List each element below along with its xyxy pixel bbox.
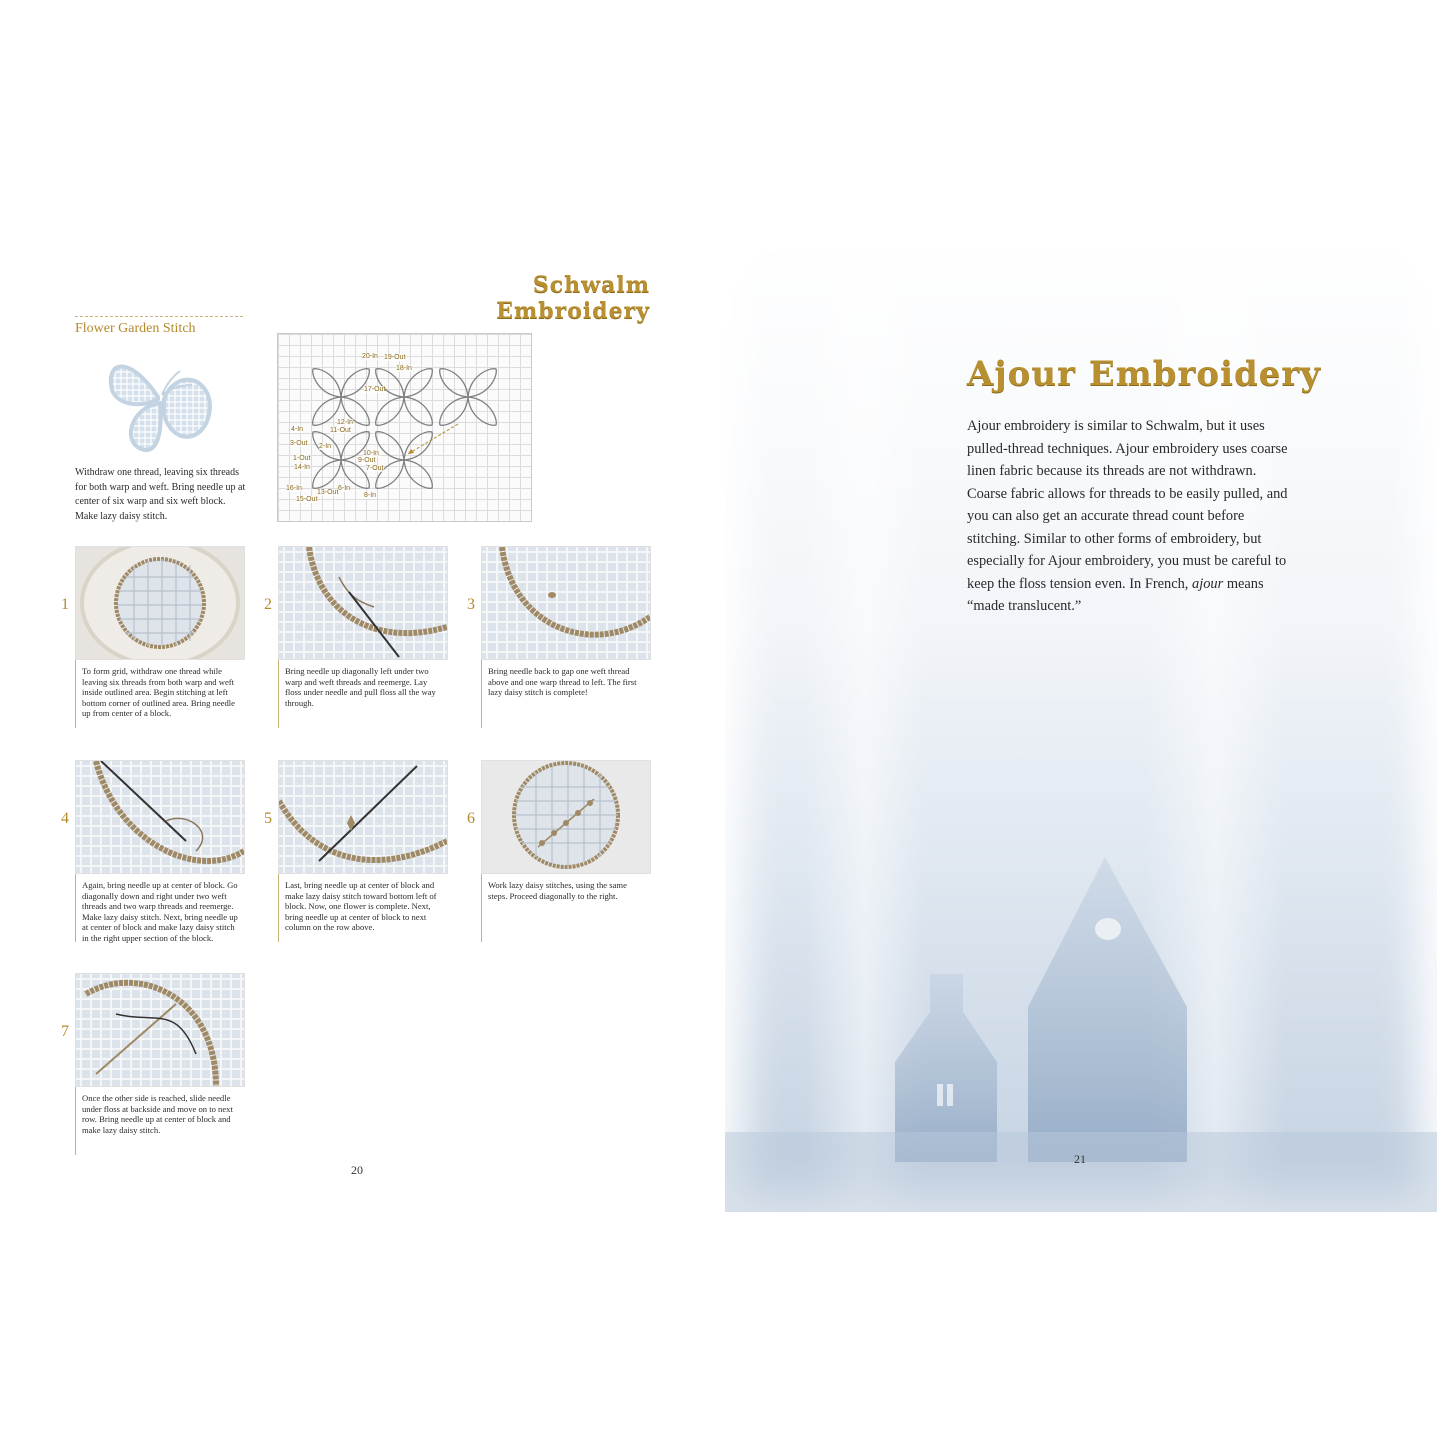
step-caption: To form grid, withdraw one thread while leaving six threads from both warp and weft inside outlined area. Begin stitching at left bottom corner of outlined area. Bring needle up from center of a block. [82, 666, 235, 719]
step-number: 3 [467, 596, 475, 613]
intro-text: Withdraw one thread, leaving six threads for both warp and weft. Bring needle up at center of six warp and six weft block. Make lazy daisy stitch. [75, 467, 246, 522]
step-7-photo [75, 973, 245, 1087]
section-heading: Flower Garden Stitch [75, 321, 196, 336]
diagram-label: 13-Out [317, 489, 339, 496]
diagram-label: 3-Out [290, 440, 308, 447]
step-5 [264, 760, 448, 933]
diagram-label: 11-Out [330, 427, 351, 434]
step-caption: Once the other side is reached, slide needle under floss at backside and move on to next row. Bring needle up at center of block and make lazy daisy stitch. [82, 1093, 233, 1135]
section-rule [75, 316, 243, 317]
diagram-label: 17-Out [364, 386, 386, 393]
right-page-body [967, 415, 1297, 618]
diagram-label: 10-In [363, 450, 379, 457]
step-5-photo [278, 760, 448, 874]
step-2-photo [278, 546, 448, 660]
step-3-photo [481, 546, 651, 660]
step-caption: Bring needle up diagonally left under two warp and weft threads and reemerge. Lay floss under needle and pull floss all the way through. [285, 666, 436, 708]
step-number: 1 [61, 596, 69, 613]
step-3 [467, 546, 651, 698]
step-number: 4 [61, 810, 69, 827]
right-page-title: Ajour Embroidery [967, 354, 1322, 394]
step-6-photo [481, 760, 651, 874]
diagram-label: 9-Out [358, 457, 376, 464]
stitch-diagram [277, 333, 532, 522]
step-2 [264, 546, 448, 708]
body-text-emphasis: ajour [1192, 575, 1224, 592]
page-number-left: 20 [351, 1163, 363, 1177]
diagram-label: 18-In [396, 365, 412, 372]
diagram-label: 6-In [338, 485, 351, 492]
step-caption: Work lazy daisy stitches, using the same steps. Proceed diagonally to the right. [488, 880, 627, 901]
step-7 [61, 973, 245, 1135]
page-number-right: 21 [1074, 1152, 1086, 1166]
butterfly-sample-image [100, 345, 220, 460]
right-page [725, 232, 1437, 1212]
step-number: 7 [61, 1023, 69, 1040]
step-number: 5 [264, 810, 272, 827]
diagram-label: 14-In [294, 464, 310, 471]
step-caption: Last, bring needle up at center of block and make lazy daisy stitch toward bottom left of block. Now, one flower is complete. Next, bring needle up at center of block to next column on the row above. [285, 880, 437, 933]
step-number: 2 [264, 596, 272, 613]
diagram-label: 2-In [319, 443, 332, 450]
diagram-label: 1-Out [293, 455, 311, 462]
step-4 [61, 760, 245, 944]
diagram-label: 12-In [337, 419, 353, 426]
diagram-label: 4-In [291, 426, 304, 433]
diagram-label: 8-In [364, 492, 377, 499]
step-6 [467, 760, 651, 901]
step-caption: Again, bring needle up at center of block. Go diagonally down and right under two weft threads and two warp threads and reemerge. Make lazy daisy stitch. Next, bring needle up at center of block and make lazy daisy stitch in the right upper section of the block. [82, 880, 238, 943]
left-page-title: Schwalm Embroidery [496, 272, 650, 324]
diagram-label: 7-Out [366, 465, 384, 472]
diagram-label: 16-In [286, 485, 302, 492]
diagram-label: 20-In [362, 353, 378, 360]
step-number: 6 [467, 810, 475, 827]
step-caption: Bring needle back to gap one weft thread above and one warp thread to left. The first lazy daisy stitch is complete! [488, 666, 637, 698]
step-4-photo [75, 760, 245, 874]
diagram-label: 15-Out [296, 496, 318, 503]
body-text-part2: means “made translucent.” [967, 575, 1264, 614]
step-1-photo [75, 546, 245, 660]
diagram-label: 19-Out [384, 354, 406, 361]
body-text-part1: Ajour embroidery is similar to Schwalm, but it uses pulled-thread techniques. Ajour embroidery uses coarse linen fabric because its threads are not withdrawn. Coarse fabric allows for threads to be easily pulled, and you can also get an accurate thread count before stitching. Similar to other forms of embroidery, but especially for Ajour embroidery, you must be careful to keep the floss tension even. In French, [967, 418, 1288, 592]
step-1 [61, 546, 245, 719]
